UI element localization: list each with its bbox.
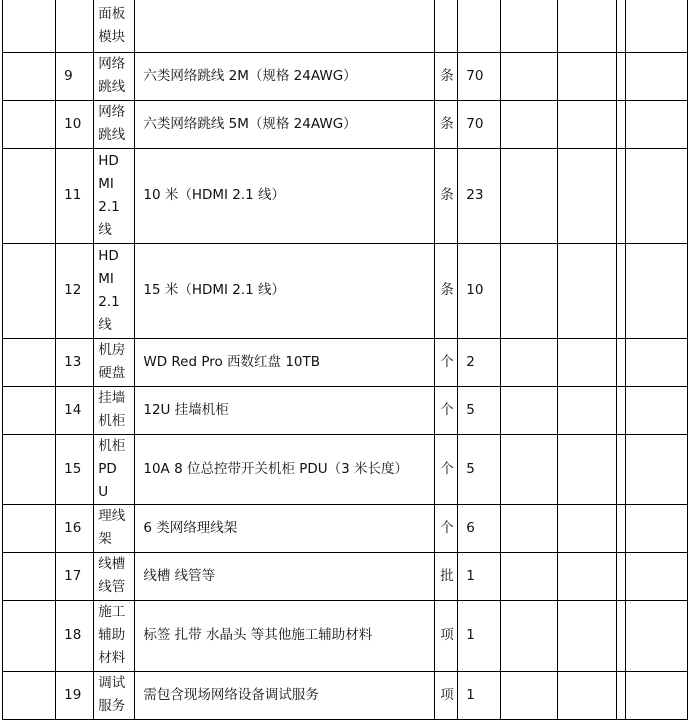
item-unit: 批 [435,552,458,600]
item-qty: 70 [458,52,501,100]
item-qty: 23 [458,148,501,243]
empty-cell [616,671,625,719]
empty-cell [625,671,687,719]
item-name: 机房硬盘 [94,338,135,386]
empty-cell [557,100,616,148]
table-row [3,148,688,243]
item-name: 理线架 [94,504,135,552]
row-number: 18 [56,600,94,671]
item-name: 施工辅助材料 [94,600,135,671]
empty-cell [501,100,557,148]
equipment-table [2,0,688,720]
item-name: 面板模块 [94,0,135,52]
empty-cell [501,243,557,338]
row-number: 11 [56,148,94,243]
item-qty: 10 [458,243,501,338]
empty-cell [501,52,557,100]
row-number: 19 [56,671,94,719]
empty-cell [616,0,625,52]
outer-margin-cell [3,600,56,671]
empty-cell [557,148,616,243]
table-row [3,338,688,386]
item-spec: 需包含现场网络设备调试服务 [135,671,435,719]
empty-cell [616,338,625,386]
item-qty: 2 [458,338,501,386]
empty-cell [625,386,687,434]
empty-cell [557,243,616,338]
empty-cell [501,552,557,600]
empty-cell [625,600,687,671]
empty-cell [557,52,616,100]
item-qty: 70 [458,100,501,148]
empty-cell [616,600,625,671]
item-name: HDMI2.1线 [94,243,135,338]
item-name: HDMI2.1线 [94,148,135,243]
table-row [3,52,688,100]
item-unit: 个 [435,434,458,504]
empty-cell [501,600,557,671]
empty-cell [616,386,625,434]
row-number: 16 [56,504,94,552]
empty-cell [557,552,616,600]
row-number: 9 [56,52,94,100]
row-number: 15 [56,434,94,504]
row-number: 13 [56,338,94,386]
item-spec: 15 米（HDMI 2.1 线） [135,243,435,338]
item-unit: 个 [435,386,458,434]
empty-cell [625,243,687,338]
item-name: 挂墙机柜 [94,386,135,434]
empty-cell [625,148,687,243]
empty-cell [501,671,557,719]
outer-margin-cell [3,338,56,386]
item-unit: 项 [435,671,458,719]
item-spec: 标签 扎带 水晶头 等其他施工辅助材料 [135,600,435,671]
empty-cell [625,0,687,52]
item-unit: 个 [435,338,458,386]
row-number: 14 [56,386,94,434]
outer-margin-cell [3,148,56,243]
item-name: 线槽线管 [94,552,135,600]
empty-cell [557,671,616,719]
empty-cell [625,52,687,100]
empty-cell [557,600,616,671]
item-spec: 线槽 线管等 [135,552,435,600]
row-number: 12 [56,243,94,338]
outer-margin-cell [3,671,56,719]
item-qty: 1 [458,671,501,719]
table-row [3,100,688,148]
item-name: 调试服务 [94,671,135,719]
item-name: 网络跳线 [94,52,135,100]
item-spec: 10A 8 位总控带开关机柜 PDU（3 米长度） [135,434,435,504]
item-qty: 6 [458,504,501,552]
empty-cell [616,552,625,600]
empty-cell [557,338,616,386]
empty-cell [616,52,625,100]
row-number: 17 [56,552,94,600]
item-qty [458,0,501,52]
item-unit: 项 [435,600,458,671]
empty-cell [557,504,616,552]
table-row [3,434,688,504]
item-qty: 5 [458,386,501,434]
outer-margin-cell [3,504,56,552]
outer-margin-cell [3,243,56,338]
empty-cell [557,386,616,434]
row-number: 10 [56,100,94,148]
outer-margin-cell [3,0,56,52]
item-unit: 条 [435,148,458,243]
empty-cell [616,100,625,148]
item-spec: 12U 挂墙机柜 [135,386,435,434]
item-spec [135,0,435,52]
item-spec: 六类网络跳线 5M（规格 24AWG） [135,100,435,148]
outer-margin-cell [3,552,56,600]
item-unit: 条 [435,243,458,338]
table-row [3,0,688,52]
empty-cell [625,552,687,600]
empty-cell [557,0,616,52]
empty-cell [501,148,557,243]
table-row [3,386,688,434]
item-unit: 条 [435,100,458,148]
item-qty: 1 [458,552,501,600]
item-unit [435,0,458,52]
table-row [3,552,688,600]
table-row [3,243,688,338]
item-name: 机柜PDU [94,434,135,504]
item-unit: 个 [435,504,458,552]
empty-cell [625,434,687,504]
table-row [3,671,688,719]
outer-margin-cell [3,386,56,434]
table-row [3,600,688,671]
empty-cell [616,243,625,338]
empty-cell [616,148,625,243]
empty-cell [501,0,557,52]
item-spec: 六类网络跳线 2M（规格 24AWG） [135,52,435,100]
empty-cell [625,504,687,552]
empty-cell [501,434,557,504]
item-qty: 1 [458,600,501,671]
empty-cell [501,504,557,552]
item-spec: 6 类网络理线架 [135,504,435,552]
empty-cell [625,338,687,386]
empty-cell [501,338,557,386]
row-number [56,0,94,52]
empty-cell [625,100,687,148]
empty-cell [501,386,557,434]
outer-margin-cell [3,100,56,148]
outer-margin-cell [3,434,56,504]
item-spec: 10 米（HDMI 2.1 线） [135,148,435,243]
outer-margin-cell [3,52,56,100]
empty-cell [616,434,625,504]
empty-cell [616,504,625,552]
table-row [3,504,688,552]
item-spec: WD Red Pro 西数红盘 10TB [135,338,435,386]
item-unit: 条 [435,52,458,100]
item-qty: 5 [458,434,501,504]
item-name: 网络跳线 [94,100,135,148]
empty-cell [557,434,616,504]
